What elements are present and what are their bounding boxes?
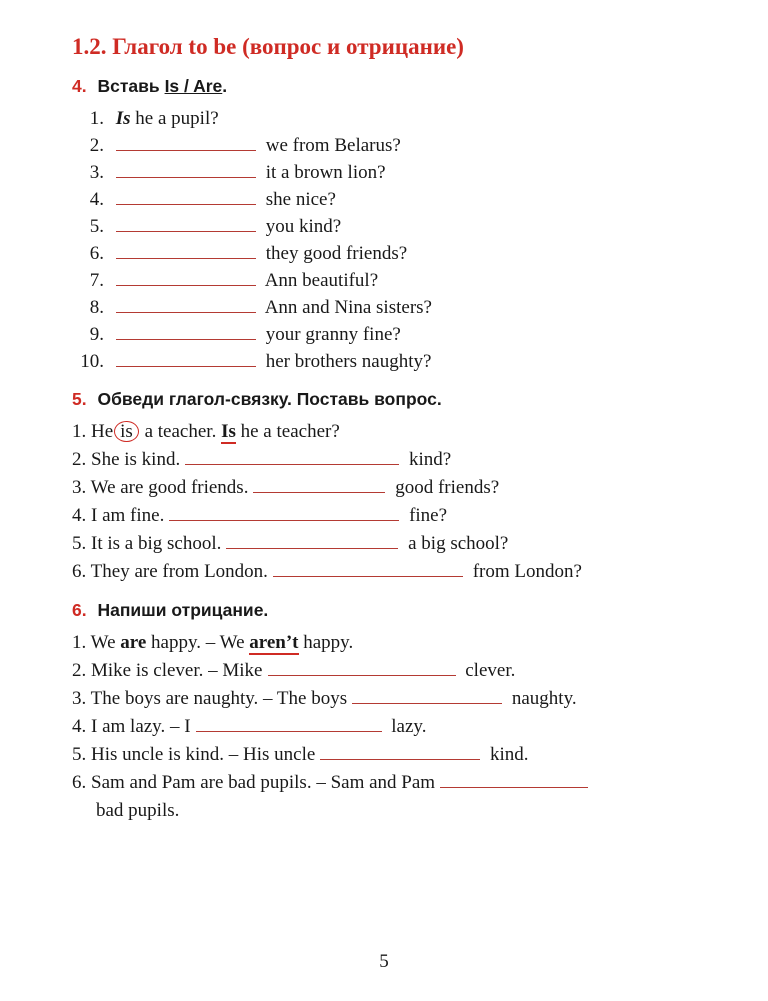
ex4-item: [72, 267, 712, 294]
answer-blank: [116, 269, 256, 286]
ex6-item: [72, 713, 712, 741]
answer-blank: [116, 350, 256, 367]
answer-blank: [116, 161, 256, 178]
item-number: 7.: [89, 270, 104, 291]
item-text: 3. We are good friends.: [72, 477, 249, 498]
item-text: happy. – We: [151, 632, 245, 653]
ex5-item: [72, 530, 712, 558]
item-text: naughty.: [511, 688, 577, 709]
exercise-6: [72, 600, 712, 825]
item-number: 10.: [80, 351, 104, 372]
ex4-item: [72, 240, 712, 267]
item-text: bad pupils.: [96, 800, 180, 821]
exercise-4-instruction: Вставь Is / Are.: [97, 76, 228, 96]
exercise-5-number: 5.: [72, 389, 87, 409]
answer-blank: [196, 715, 382, 732]
ex4-item: [72, 159, 712, 186]
item-number: 5.: [89, 216, 104, 237]
item-number: 2.: [89, 135, 104, 156]
item-text: good friends?: [395, 477, 500, 498]
item-text: we from Belarus?: [265, 135, 401, 156]
item-text: Ann and Nina sisters?: [264, 297, 432, 318]
page-number: 5: [379, 951, 389, 972]
ex6-item-continued: [72, 797, 712, 825]
ex4-item: [72, 213, 712, 240]
item-text: 4. I am lazy. – I: [72, 716, 191, 737]
item-text: kind.: [490, 744, 529, 765]
exercise-4-heading: [72, 76, 712, 97]
item-text: Ann beautiful?: [264, 270, 379, 291]
item-text: she nice?: [265, 189, 336, 210]
item-text: he a teacher?: [240, 421, 340, 442]
exercise-6-instruction: Напиши отрицание.: [97, 600, 269, 620]
answer-blank: [185, 448, 399, 465]
exercise-4-number: 4.: [72, 76, 87, 96]
item-text: her brothers naughty?: [265, 351, 432, 372]
answer-blank: [116, 134, 256, 151]
ex4-item: [72, 348, 712, 375]
ex5-item: [72, 474, 712, 502]
ex4-item: [72, 294, 712, 321]
answer-blank: [169, 504, 399, 521]
ex5-item: [72, 558, 712, 586]
item-text: 6. Sam and Pam are bad pupils. – Sam and Pam: [72, 772, 436, 793]
ex4-item: [72, 186, 712, 213]
item-text: 3. The boys are naughty. – The boys: [72, 688, 348, 709]
example-answer: aren’t: [249, 632, 299, 653]
bold-verb: are: [120, 632, 147, 653]
answer-blank: [116, 296, 256, 313]
answer-blank: [116, 188, 256, 205]
item-number: 8.: [89, 297, 104, 318]
item-text: 5. It is a big school.: [72, 533, 222, 554]
answer-blank: [116, 242, 256, 259]
ex6-example: [72, 629, 712, 657]
item-text: 1. We: [72, 632, 116, 653]
answer-blank: [440, 771, 588, 788]
example-answer: Is: [221, 421, 236, 442]
ex6-item: [72, 657, 712, 685]
item-text: lazy.: [391, 716, 427, 737]
item-text: he a pupil?: [135, 108, 219, 129]
answer-blank: [116, 215, 256, 232]
answer-blank: [253, 476, 385, 493]
answer-blank: [273, 560, 463, 577]
item-number: 6.: [89, 243, 104, 264]
item-text: you kind?: [265, 216, 342, 237]
item-text: happy.: [303, 632, 354, 653]
item-text: fine?: [409, 505, 448, 526]
ex6-item: [72, 685, 712, 713]
ex4-item: [72, 132, 712, 159]
section-title: 1.2. Глагол to be (вопрос и отрицание): [72, 34, 464, 59]
item-number: 9.: [89, 324, 104, 345]
item-text: 2. She is kind.: [72, 449, 181, 470]
item-number: 3.: [89, 162, 104, 183]
item-text: 6. They are from London.: [72, 561, 268, 582]
exercise-5-heading: [72, 389, 712, 410]
answer-blank: [116, 323, 256, 340]
ex6-item: [72, 769, 712, 797]
circled-verb: is: [114, 421, 139, 442]
answer-blank: [320, 743, 480, 760]
answer-blank: [226, 532, 398, 549]
ex5-example: [72, 418, 712, 446]
item-number: 1.: [89, 108, 104, 129]
item-text: 2. Mike is clever. – Mike: [72, 660, 263, 681]
exercise-4: [72, 76, 712, 375]
item-text: from London?: [472, 561, 582, 582]
exercise-5: [72, 389, 712, 586]
item-text: 5. His uncle is kind. – His uncle: [72, 744, 316, 765]
answer-blank: [352, 687, 502, 704]
ex4-item: [72, 321, 712, 348]
item-text: a teacher.: [144, 421, 217, 442]
ex4-item: [72, 105, 712, 132]
item-text: 4. I am fine.: [72, 505, 165, 526]
item-number: 4.: [89, 189, 104, 210]
ex5-item: [72, 446, 712, 474]
ex5-item: [72, 502, 712, 530]
example-answer: Is: [115, 108, 131, 129]
exercise-5-instruction: Обведи глагол-связку. Поставь вопрос.: [97, 389, 442, 409]
item-text: they good friends?: [265, 243, 408, 264]
item-text: kind?: [408, 449, 452, 470]
item-text: clever.: [465, 660, 516, 681]
item-text: it a brown lion?: [265, 162, 386, 183]
answer-blank: [268, 659, 456, 676]
item-text: 1. He: [72, 421, 114, 442]
ex6-item: [72, 741, 712, 769]
exercise-6-heading: [72, 600, 712, 621]
item-text: your granny fine?: [265, 324, 401, 345]
item-text: a big school?: [408, 533, 509, 554]
exercise-6-number: 6.: [72, 600, 87, 620]
